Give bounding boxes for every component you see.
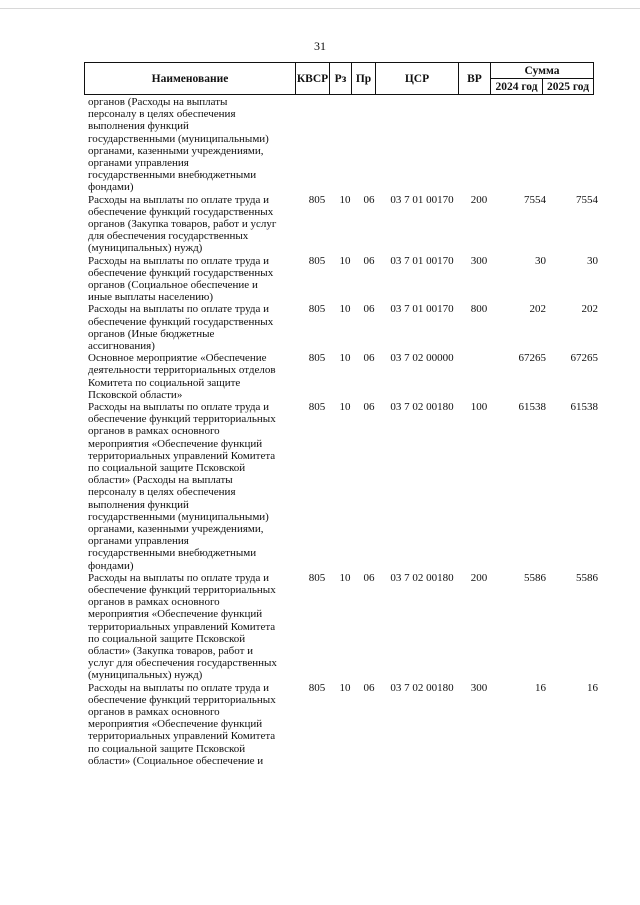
row-name-line: области» (Закупка товаров, работ и [88, 645, 254, 657]
row-pr: 06 [363, 254, 375, 267]
row-name-line: органов (Закупка товаров, работ и услуг [88, 218, 277, 230]
row-sum-2025: 67265 [570, 352, 598, 365]
row-name-line: органов в рамках основного [88, 705, 220, 718]
row-kvsr: 805 [308, 254, 326, 267]
row-csr: 03 7 01 00170 [390, 254, 454, 267]
row-kvsr: 805 [308, 193, 326, 206]
row-sum-2025: 7554 [576, 193, 598, 206]
row-name-line: Комитета по социальной защите [88, 376, 241, 389]
table-row [0, 255, 640, 304]
row-name-line: территориальных управлений Комитета [88, 730, 276, 743]
row-name-line: органов (Иные бюджетные [88, 327, 215, 340]
row-rz: 10 [339, 400, 351, 413]
row-sum-2024: 30 [535, 254, 546, 267]
table-row [0, 572, 640, 682]
row-name-line: персоналу в целях обеспечения [88, 486, 236, 499]
row-name-line: персоналу в целях обеспечения [88, 108, 236, 121]
row-sum-2024: 67265 [518, 352, 546, 365]
row-name-line: Основное мероприятие «Обеспечение [88, 352, 267, 365]
row-name-line: органами управления [88, 535, 189, 548]
row-name-line: органами, казенными учреждениями, [88, 523, 264, 536]
row-name-line: Расходы на выплаты по оплате труда и [88, 193, 270, 206]
row-name [88, 194, 298, 255]
row-name-line: государственными (муниципальными) [88, 132, 269, 145]
row-name-line: иные выплаты населению) [88, 291, 213, 304]
row-name-line: по социальной защите Псковской [88, 632, 246, 645]
header-year-2024: 2024 год [491, 79, 543, 95]
header-sum: Сумма [491, 63, 594, 79]
page-number: 31 [314, 39, 326, 53]
row-name-line: Расходы на выплаты по оплате труда и [88, 254, 270, 267]
row-name-line: услуг для обеспечения государственных [88, 657, 277, 670]
row-name-line: выполнения функций [88, 498, 189, 511]
row-sum-2024: 7554 [524, 193, 546, 206]
header-kvsr: КВСР [296, 63, 330, 95]
row-sum-2025: 61538 [570, 400, 598, 413]
row-name [88, 303, 298, 352]
row-name-line: органами, казенными учреждениями, [88, 144, 264, 157]
row-name-line: государственными внебюджетными [88, 547, 257, 560]
row-name-line: Расходы на выплаты по оплате труда и [88, 400, 270, 413]
row-name-line: обеспечение функций территориальных [88, 413, 276, 426]
row-vr: 300 [470, 681, 488, 694]
row-kvsr: 805 [308, 352, 326, 365]
row-pr: 06 [363, 193, 375, 206]
row-csr: 03 7 01 00170 [390, 303, 454, 316]
row-pr: 06 [363, 352, 375, 365]
row-name [88, 96, 298, 194]
table-row [0, 682, 640, 767]
row-name-line: территориальных управлений Комитета [88, 449, 276, 462]
table-body [0, 96, 640, 767]
page-edge-line [0, 8, 640, 9]
row-vr: 100 [470, 400, 488, 413]
row-name-line: органами управления [88, 157, 189, 170]
row-vr: 200 [470, 571, 488, 584]
row-rz: 10 [339, 352, 351, 365]
row-sum-2025: 30 [587, 254, 598, 267]
row-sum-2024: 61538 [518, 400, 546, 413]
row-name-line: по социальной защите Псковской [88, 742, 246, 755]
row-kvsr: 805 [308, 303, 326, 316]
row-sum-2024: 5586 [524, 571, 546, 584]
table-row [0, 303, 640, 352]
table-row [0, 194, 640, 255]
row-name-line: органов в рамках основного [88, 425, 220, 438]
row-csr: 03 7 02 00180 [390, 681, 454, 694]
row-name-line: по социальной защите Псковской [88, 462, 246, 474]
row-name-line: обеспечение функций территориальных [88, 693, 276, 706]
row-name-line: Расходы на выплаты по оплате труда и [88, 571, 270, 584]
table-row [0, 352, 640, 401]
row-name-line: государственными внебюджетными [88, 169, 257, 182]
row-name-line: мероприятия «Обеспечение функций [88, 608, 263, 621]
row-vr: 800 [470, 303, 488, 316]
header-vr: ВР [459, 63, 491, 95]
row-rz: 10 [339, 571, 351, 584]
row-name-line: фондами) [88, 559, 134, 572]
row-rz: 10 [339, 681, 351, 694]
row-csr: 03 7 02 00180 [390, 400, 454, 413]
row-name-line: ассигнования) [88, 340, 155, 352]
table-row [0, 96, 640, 194]
row-name [88, 572, 298, 682]
row-vr: 200 [470, 193, 488, 206]
row-name-line: Псковской области» [88, 388, 183, 401]
row-kvsr: 805 [308, 571, 326, 584]
row-name-line: деятельности территориальных отделов [88, 364, 276, 377]
row-name [88, 401, 298, 572]
row-sum-2025: 5586 [576, 571, 598, 584]
row-csr: 03 7 01 00170 [390, 193, 454, 206]
row-rz: 10 [339, 303, 351, 316]
row-name-line: фондами) [88, 181, 134, 194]
row-name-line: органов (Расходы на выплаты [88, 96, 228, 108]
row-name-line: обеспечение функций государственных [88, 266, 274, 279]
row-sum-2024: 16 [535, 681, 546, 694]
row-name-line: (муниципальных) нужд) [88, 669, 203, 682]
row-pr: 06 [363, 681, 375, 694]
table-header [84, 62, 594, 95]
row-rz: 10 [339, 254, 351, 267]
row-csr: 03 7 02 00000 [390, 352, 454, 365]
header-name: Наименование [85, 63, 296, 95]
row-name-line: обеспечение функций государственных [88, 205, 274, 218]
row-sum-2024: 202 [529, 303, 546, 316]
row-name-line: органов (Социальное обеспечение и [88, 279, 258, 291]
row-vr: 300 [470, 254, 488, 267]
row-kvsr: 805 [308, 400, 326, 413]
row-name-line: органов в рамках основного [88, 596, 220, 609]
header-rz: Рз [330, 63, 352, 95]
row-pr: 06 [363, 400, 375, 413]
row-sum-2025: 202 [581, 303, 598, 316]
row-kvsr: 805 [308, 681, 326, 694]
header-year-2025: 2025 год [543, 79, 594, 95]
row-pr: 06 [363, 303, 375, 316]
row-name [88, 255, 298, 304]
row-name-line: области» (Расходы на выплаты [88, 474, 233, 487]
header-csr: ЦСР [376, 63, 459, 95]
row-name-line: области» (Социальное обеспечение и [88, 754, 264, 767]
row-name-line: выполнения функций [88, 120, 189, 133]
row-rz: 10 [339, 193, 351, 206]
row-name-line: Расходы на выплаты по оплате труда и [88, 303, 270, 316]
row-name-line: государственными (муниципальными) [88, 510, 269, 523]
table-row [0, 401, 640, 572]
row-name-line: (муниципальных) нужд) [88, 242, 203, 255]
row-name-line: мероприятия «Обеспечение функций [88, 437, 263, 450]
header-pr: Пр [352, 63, 376, 95]
row-name-line: обеспечение функций территориальных [88, 583, 276, 596]
row-name-line: для обеспечения государственных [88, 230, 249, 243]
row-name [88, 352, 298, 401]
row-name [88, 682, 298, 767]
row-name-line: Расходы на выплаты по оплате труда и [88, 681, 270, 694]
row-name-line: обеспечение функций государственных [88, 315, 274, 328]
row-pr: 06 [363, 571, 375, 584]
row-name-line: территориальных управлений Комитета [88, 620, 276, 633]
row-sum-2025: 16 [587, 681, 598, 694]
row-name-line: мероприятия «Обеспечение функций [88, 718, 263, 731]
row-csr: 03 7 02 00180 [390, 571, 454, 584]
